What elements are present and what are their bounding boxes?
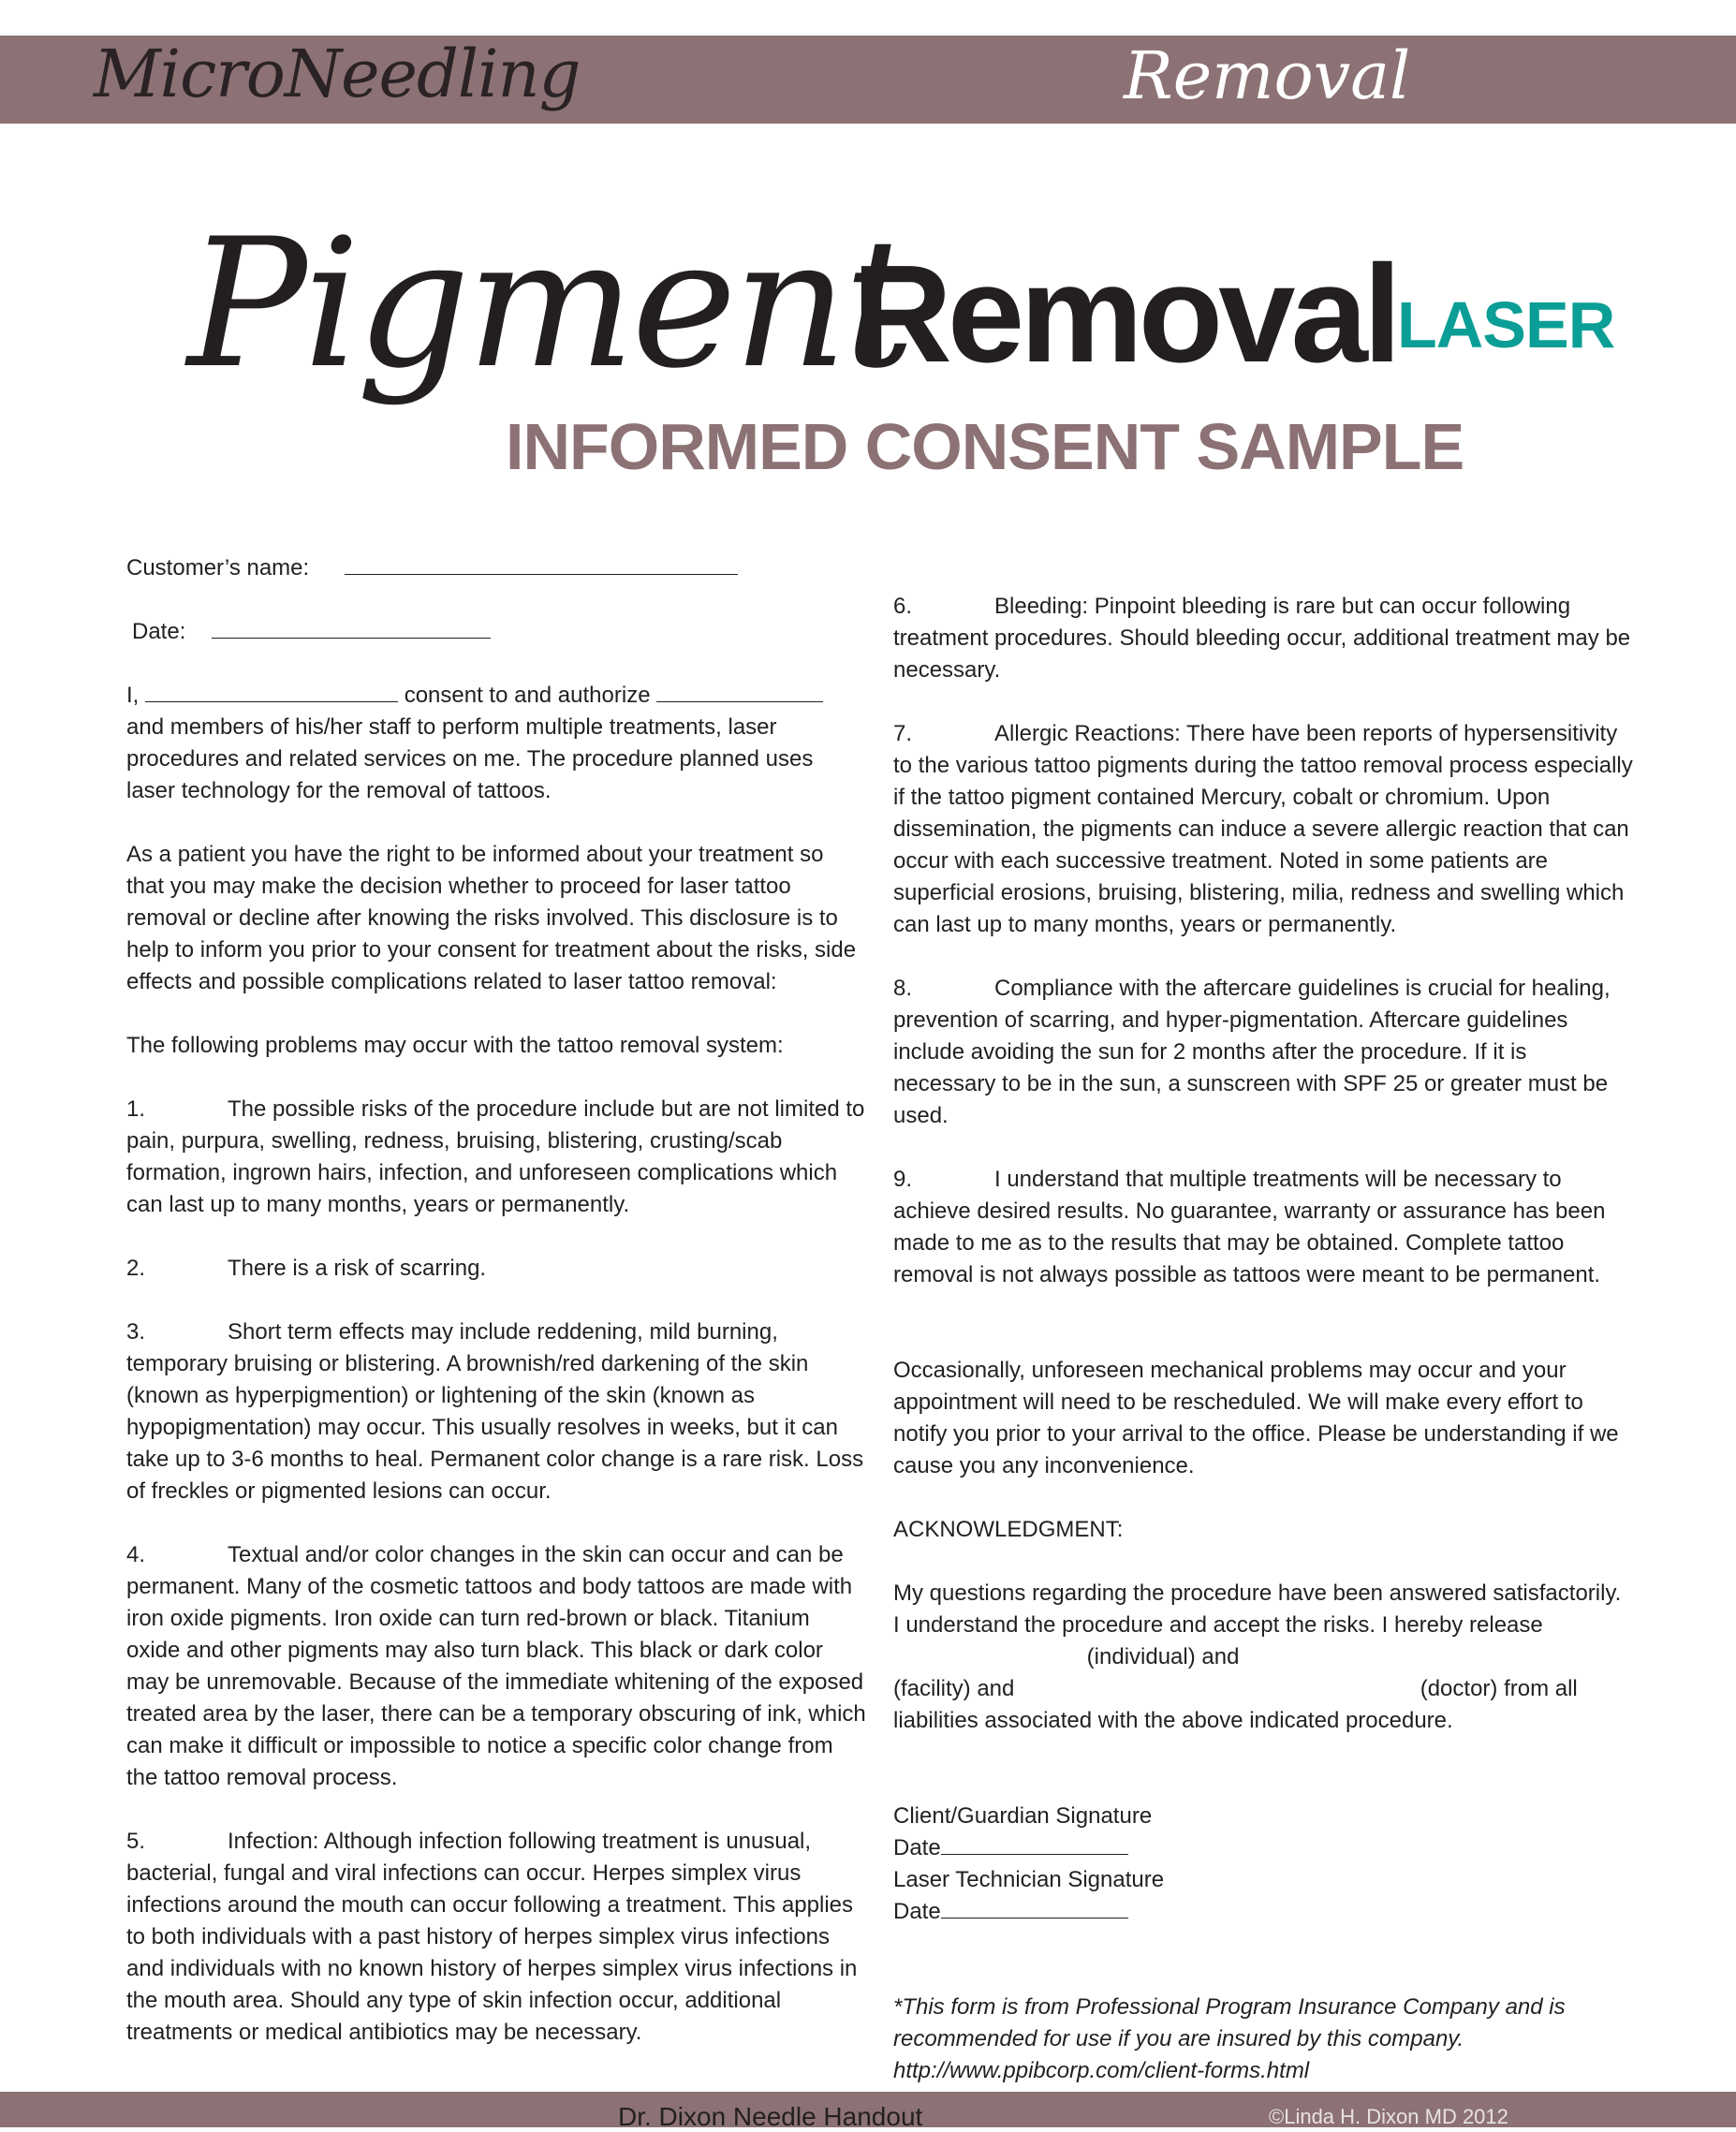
- date-label: Date:: [132, 619, 186, 644]
- risk-item: [893, 591, 1633, 686]
- risk-item: [893, 718, 1633, 941]
- tech-date-label: Date: [893, 1899, 941, 1924]
- title-removal: Removal: [852, 237, 1397, 391]
- acknowledgment-heading: ACKNOWLEDGMENT:: [893, 1517, 1124, 1542]
- acknowledgment-facility: [893, 1673, 1633, 1737]
- footer-left: Dr. Dixon Needle Handout: [618, 2102, 923, 2131]
- individual-field[interactable]: [893, 1642, 1081, 1664]
- left-column: [126, 552, 866, 2049]
- risk-number: 1.: [126, 1096, 146, 1122]
- mechanical-paragraph: Occasionally, unforeseen mechanical problems may occur and your appointment will need to be rescheduled. We will make every effort to notify you prior to your arrival to the office. Please be understanding if we cause you any inconvenience.: [893, 1358, 1619, 1478]
- client-date-label: Date: [893, 1835, 941, 1860]
- customer-name-row: [126, 552, 866, 584]
- risk-item: [126, 1253, 866, 1285]
- doctor-field[interactable]: [1021, 1674, 1414, 1696]
- risk-text: Short term effects may include reddening, mild burning, temporary bruising or blistering. A brownish/red darkening of the skin (known as hyperpigmention) or lightening of the skin (known as hypopigmentation) may occur. This usually resolves in weeks, but it can take up to 3-6 months to heal. Permanent color change is a rare risk. Loss of freckles or pigmented lesions can occur.: [126, 1319, 864, 1504]
- right-column: [893, 591, 1633, 2087]
- title-laser: LASER: [1397, 288, 1615, 361]
- risk-number: 4.: [126, 1542, 146, 1567]
- risk-text: Allergic Reactions: There have been reports of hypersensitivity to the various tattoo pigments during the tattoo removal process especially if the tattoo pigment contained Mercury, cobalt or chromium. Upon dissemination, the pigments can induce a severe allergic reaction that can occur with each successive treatment. Noted in some patients are superficial erosions, bruising, blistering, milia, redness and swelling which can last up to many months, years or permanently.: [893, 721, 1633, 937]
- client-date-field[interactable]: [941, 1833, 1128, 1855]
- tech-date-row: [893, 1896, 1633, 1928]
- acknowledgment-text: My questions regarding the procedure have been answered satisfactorily. I understand the procedure and accept the risks. I hereby release: [893, 1581, 1622, 1638]
- problems-intro: The following problems may occur with the tattoo removal system:: [126, 1033, 784, 1058]
- page-subtitle: INFORMED CONSENT SAMPLE: [506, 410, 1464, 483]
- consent-authorize: consent to and authorize: [404, 683, 651, 708]
- customer-name-field[interactable]: [345, 553, 738, 575]
- consent-paragraph: [126, 680, 866, 807]
- risk-item: [126, 1826, 866, 2049]
- risk-number: 8.: [893, 976, 913, 1001]
- risk-text: Infection: Although infection following treatment is unusual, bacterial, fungal and viral infections can occur. Herpes simplex virus infections around the mouth can occur following a treatment. This applies to both individuals with a past history of herpes simplex virus infections and individuals with no known history of herpes simplex virus infections in the mouth area. Should any type of skin infection occur, additional treatments or medical antibiotics may be necessary.: [126, 1829, 858, 2045]
- title-script-pigment: Pigment: [187, 200, 912, 407]
- rights-paragraph: As a patient you have the right to be informed about your treatment so that you may make the decision whether to proceed for laser tattoo removal or decline after knowing the risks involved. This disclosure is to help to inform you prior to your consent for treatment about the risks, side effects and possible complications related to laser tattoo removal:: [126, 842, 857, 994]
- consent-i: I,: [126, 683, 140, 708]
- risk-item: [126, 1316, 866, 1507]
- risk-item: [893, 1164, 1633, 1291]
- risk-number: 9.: [893, 1167, 913, 1192]
- risk-item: [126, 1094, 866, 1221]
- individual-label: (individual) and: [1086, 1644, 1240, 1669]
- risk-number: 6.: [893, 594, 913, 619]
- risk-text: I understand that multiple treatments will be necessary to achieve desired results. No guarantee, warranty or assurance has been made to me as to the results that may be obtained. Complete tattoo removal is not always possible as tattoos were meant to be permanent.: [893, 1167, 1606, 1287]
- risk-text: Compliance with the aftercare guidelines is crucial for healing, prevention of scarring, and hyper-pigmentation. Aftercare guidelines include avoiding the sun for 2 months after the procedure. If it is necessary to be in the sun, a sunscreen with SPF 25 or greater must be used.: [893, 976, 1611, 1128]
- doctor-label: (doctor) from all liabilities associated with the above indicated procedure.: [893, 1676, 1578, 1733]
- risk-text: Bleeding: Pinpoint bleeding is rare but can occur following treatment procedures. Should bleeding occur, additional treatment may be necessary.: [893, 594, 1631, 683]
- tech-signature-label: Laser Technician Signature: [893, 1867, 1165, 1892]
- risk-text: There is a risk of scarring.: [228, 1256, 487, 1281]
- client-date-row: [893, 1832, 1633, 1864]
- risk-number: 3.: [126, 1319, 146, 1345]
- customer-name-label: Customer’s name:: [126, 555, 310, 581]
- risk-number: 5.: [126, 1829, 146, 1854]
- tech-date-field[interactable]: [941, 1897, 1128, 1919]
- header-left-script: MicroNeedling: [94, 36, 581, 112]
- header-right-script: Removal: [1124, 37, 1411, 114]
- risk-item: [893, 973, 1633, 1132]
- consent-rest: and members of his/her staff to perform multiple treatments, laser procedures and related services on me. The procedure planned uses laser technology for the removal of tattoos.: [126, 714, 814, 803]
- acknowledgment-individual: [893, 1641, 1633, 1673]
- date-row: [126, 616, 866, 648]
- date-field[interactable]: [212, 617, 491, 639]
- consent-provider-field[interactable]: [656, 681, 823, 702]
- consent-name-field[interactable]: [145, 681, 398, 702]
- risk-text: The possible risks of the procedure include but are not limited to pain, purpura, swelling, redness, bruising, blistering, crusting/scab formation, ingrown hairs, infection, and unforeseen complications which can last up to many months, years or permanently.: [126, 1096, 865, 1217]
- risk-item: [126, 1539, 866, 1794]
- risk-number: 2.: [126, 1256, 146, 1281]
- footer-right: ©Linda H. Dixon MD 2012: [1269, 2105, 1508, 2128]
- risk-number: 7.: [893, 721, 913, 746]
- facility-label: (facility) and: [893, 1676, 1015, 1701]
- footnote: *This form is from Professional Program Insurance Company and is recommended for use if you are insured by this company. http://www.ppibcorp.com/client-forms.html: [893, 1994, 1566, 2083]
- client-signature-label: Client/Guardian Signature: [893, 1803, 1153, 1829]
- risk-text: Textual and/or color changes in the skin can occur and can be permanent. Many of the cosmetic tattoos and body tattoos are made with iron oxide pigments. Iron oxide can turn red-brown or black. Titanium oxide and other pigments may also turn black. This black or dark color may be unremovable. Because of the immediate whitening of the exposed treated area by the laser, there can be a temporary obscuring of ink, which can make it difficult or impossible to notice a specific color change from the tattoo removal process.: [126, 1542, 866, 1790]
